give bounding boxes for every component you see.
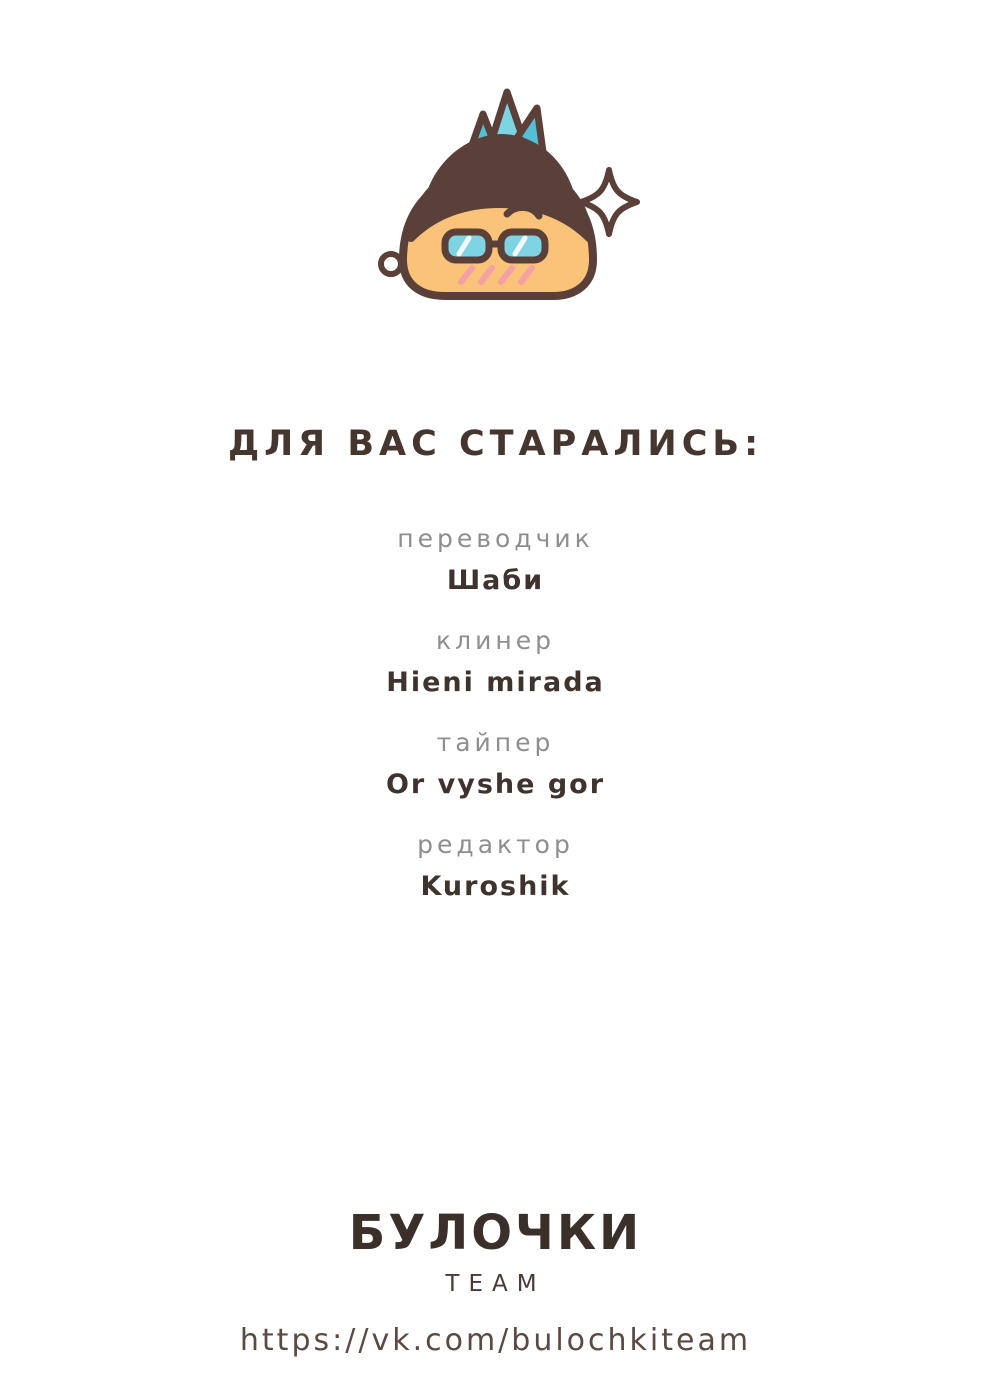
credit-role-label: тайпер (436, 728, 555, 757)
credit-role-label: переводчик (397, 524, 594, 553)
credit-name-value: Or vyshe gor (385, 769, 606, 800)
credit-entry-editor (417, 830, 574, 902)
credit-name-value: Kuroshik (420, 871, 571, 902)
credit-role-label: клинер (436, 626, 555, 655)
credit-role-label: редактор (417, 830, 574, 859)
credit-name-value: Шаби (446, 565, 545, 596)
credits-list (0, 524, 991, 932)
footer (0, 1205, 991, 1358)
brand-subtitle: TEAM (445, 1271, 546, 1297)
credit-entry-typer (386, 728, 605, 800)
bun-mascot-icon (341, 78, 661, 328)
credit-entry-translator (397, 524, 593, 596)
team-link[interactable]: https://vk.com/bulochkiteam (239, 1323, 752, 1358)
brand-title: БУЛОЧКИ (348, 1205, 643, 1261)
credit-name-value: Hieni mirada (386, 667, 605, 698)
credit-entry-cleaner (386, 626, 605, 698)
page-title: ДЛЯ ВАС СТАРАЛИСЬ: (227, 424, 764, 464)
